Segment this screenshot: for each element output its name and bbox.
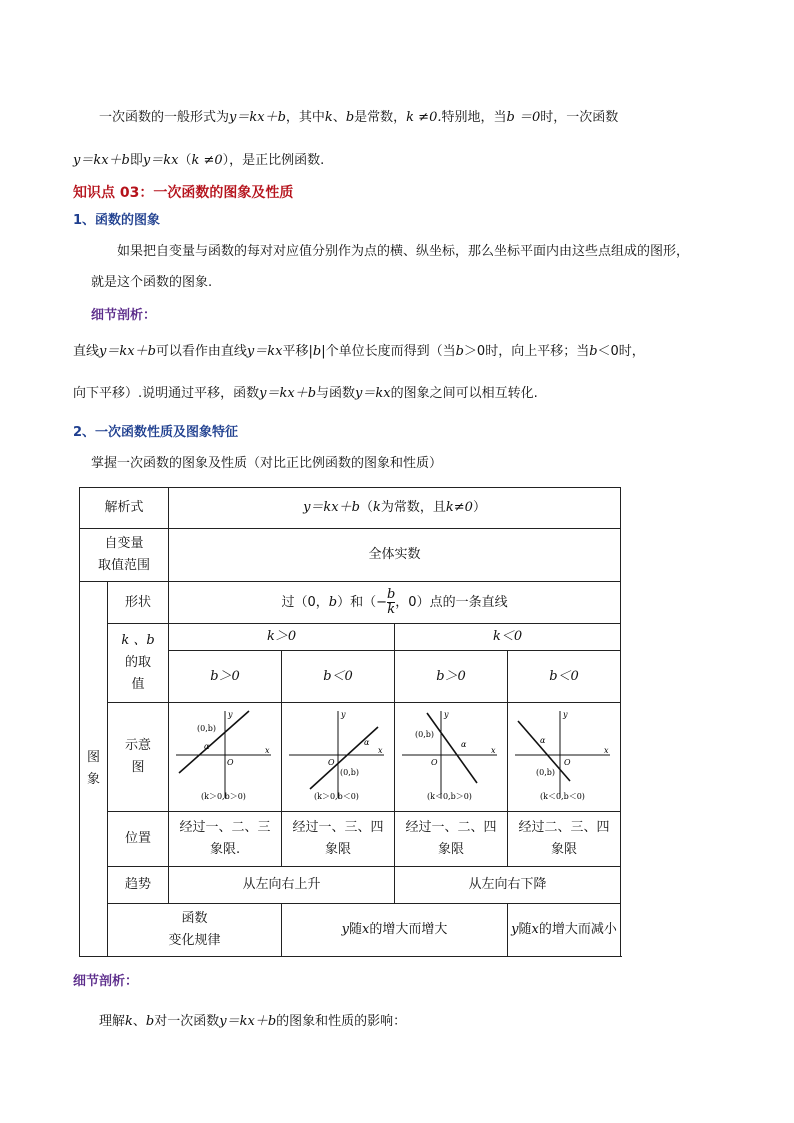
table-row bbox=[80, 703, 621, 812]
position-line: 象限. bbox=[209, 842, 241, 857]
case-label: (k＞0,b＞0) bbox=[201, 792, 246, 801]
intro-text: 是常数， bbox=[354, 110, 407, 125]
shape-text: ）和（− bbox=[337, 595, 387, 610]
position-line: 经过一、三、四 bbox=[292, 820, 384, 835]
detail-text: 可以看作由直线 bbox=[155, 344, 247, 359]
k-negative: k＜0 bbox=[395, 624, 621, 651]
formula: k ≠0. bbox=[406, 110, 442, 125]
detail-heading-2: 细节剖析： bbox=[73, 974, 139, 989]
intro-text: 一次函数的一般形式为 bbox=[99, 110, 230, 125]
table-row bbox=[80, 529, 621, 582]
axis-y-label: y bbox=[341, 710, 346, 719]
image-label-char: 图 bbox=[86, 750, 100, 765]
formula: y＝kx bbox=[355, 386, 391, 401]
intro-text: 即 bbox=[129, 153, 143, 168]
note-text: ） bbox=[472, 500, 486, 515]
b-case: b＜0 bbox=[508, 651, 621, 703]
angle-alpha: α bbox=[540, 736, 546, 745]
diagram-k-pos-b-pos bbox=[171, 703, 279, 803]
symbol-k: k bbox=[324, 110, 333, 125]
position-label: 位置 bbox=[108, 812, 169, 867]
detail-text: 与函数 bbox=[316, 386, 356, 401]
expression-value bbox=[169, 488, 621, 529]
intro-text: 时，一次函数 bbox=[540, 110, 619, 125]
graph-line bbox=[310, 727, 378, 789]
case-label: (k＜0,b＞0) bbox=[427, 792, 472, 801]
origin-label: O bbox=[564, 758, 571, 767]
formula: b ＝0 bbox=[506, 110, 541, 125]
detail-text: 直线 bbox=[73, 344, 100, 359]
intro-text: （ bbox=[178, 153, 192, 168]
symbol-k: k bbox=[125, 1014, 133, 1029]
point-label: (0,b) bbox=[340, 768, 360, 777]
point-label: (0,b) bbox=[536, 768, 556, 777]
rule-label-line: 变化规律 bbox=[168, 933, 221, 948]
diagram-k-pos-b-neg bbox=[284, 703, 392, 803]
formula: y＝kx＋b bbox=[99, 344, 156, 359]
shape-text: ，0）点的一条直线 bbox=[395, 595, 508, 610]
detail-text: ＞0时，向上平移；当 bbox=[463, 344, 590, 359]
rule-text: 的增大而增大 bbox=[369, 922, 448, 937]
origin-label: O bbox=[431, 758, 438, 767]
section1-para-2: 就是这个函数的图象. bbox=[91, 275, 213, 290]
rule-increase bbox=[282, 904, 508, 957]
rule-text: 随 bbox=[518, 922, 532, 937]
origin-label: O bbox=[227, 758, 234, 767]
symbol-x: x bbox=[531, 922, 539, 937]
angle-alpha: α bbox=[461, 740, 467, 749]
note-text: （ bbox=[359, 500, 373, 515]
section1-para-1: 如果把自变量与函数的每对对应值分别作为点的横、纵坐标，那么坐标平面内由这些点组成的图形， bbox=[117, 244, 690, 259]
formula: k ≠0 bbox=[191, 153, 223, 168]
diagram-cell bbox=[169, 703, 282, 812]
position-line: 象限 bbox=[438, 842, 465, 857]
detail-heading: 细节剖析： bbox=[91, 308, 157, 323]
formula: y＝kx bbox=[142, 153, 179, 168]
position-line: 经过一、二、三 bbox=[179, 820, 271, 835]
position-cell bbox=[169, 812, 282, 867]
intro-line-1 bbox=[99, 106, 618, 125]
symbol-b: b bbox=[589, 344, 598, 359]
intro-text: 、 bbox=[332, 110, 346, 125]
fraction-numerator: b bbox=[386, 587, 396, 602]
fraction-denominator: k bbox=[387, 602, 396, 617]
table-row bbox=[80, 904, 621, 957]
symbol-x: x bbox=[362, 922, 370, 937]
symbol-y: y bbox=[511, 922, 519, 937]
intro-text: 特别地，当 bbox=[441, 110, 507, 125]
formula: k≠0 bbox=[445, 500, 473, 515]
b-case: b＜0 bbox=[282, 651, 395, 703]
formula: y＝kx bbox=[246, 344, 283, 359]
b-case: b＞0 bbox=[169, 651, 282, 703]
axis-x-label: x bbox=[604, 746, 609, 755]
b-case: b＞0 bbox=[395, 651, 508, 703]
symbol-b: b bbox=[328, 595, 338, 610]
diagram-label bbox=[108, 703, 169, 812]
kb-label-line: 的取 bbox=[125, 655, 152, 670]
rule-text: 的增大而减小 bbox=[538, 922, 617, 937]
rule-label-line: 函数 bbox=[181, 911, 208, 926]
trend-down: 从左向右下降 bbox=[395, 867, 621, 904]
domain-label bbox=[80, 529, 169, 582]
section2-intro: 掌握一次函数的图象及性质（对比正比例函数的图象和性质） bbox=[91, 456, 443, 471]
diagram-label-line: 图 bbox=[131, 760, 145, 775]
case-label: (k＜0,b＜0) bbox=[540, 792, 585, 801]
table-row bbox=[80, 488, 621, 529]
position-cell bbox=[282, 812, 395, 867]
table-row bbox=[80, 867, 621, 904]
axis-x-label: x bbox=[378, 746, 383, 755]
shape-label: 形状 bbox=[108, 582, 169, 624]
section1-title: 1、函数的图象 bbox=[73, 213, 161, 228]
domain-value: 全体实数 bbox=[169, 529, 621, 582]
formula: y＝kx＋b bbox=[229, 110, 286, 125]
point-label: (0,b) bbox=[415, 730, 435, 739]
section1-detail-line-1 bbox=[73, 340, 645, 359]
rule-decrease bbox=[508, 904, 621, 957]
rule-text: 随 bbox=[349, 922, 363, 937]
note-text: 为常数，且 bbox=[380, 500, 446, 515]
diagram-cell bbox=[395, 703, 508, 812]
detail-text: 、 bbox=[132, 1014, 146, 1029]
position-cell bbox=[508, 812, 621, 867]
axis-x-label: x bbox=[491, 746, 496, 755]
rule-label bbox=[108, 904, 282, 957]
diagram-label-line: 示意 bbox=[125, 738, 152, 753]
kb-label-line: 值 bbox=[131, 677, 145, 692]
detail-text: 的图象和性质的影响： bbox=[276, 1014, 407, 1029]
position-cell bbox=[395, 812, 508, 867]
symbol-b: b bbox=[312, 344, 322, 359]
diagram-k-neg-b-pos bbox=[397, 703, 505, 803]
intro-text: ），是正比例函数. bbox=[222, 153, 325, 168]
detail-text: 理解 bbox=[99, 1014, 126, 1029]
intro-text: ，其中 bbox=[285, 110, 325, 125]
image-label bbox=[80, 582, 108, 957]
detail-text: ＜0时， bbox=[597, 344, 645, 359]
table-row bbox=[80, 624, 621, 651]
position-line: 经过二、三、四 bbox=[518, 820, 610, 835]
section3-line bbox=[99, 1010, 406, 1029]
k-positive: k＞0 bbox=[169, 624, 395, 651]
table-row bbox=[80, 582, 621, 624]
detail-text: 平移| bbox=[282, 344, 313, 359]
section2-title: 2、一次函数性质及图象特征 bbox=[73, 425, 239, 440]
trend-label: 趋势 bbox=[108, 867, 169, 904]
graph-line bbox=[427, 713, 477, 783]
symbol-b: b bbox=[455, 344, 464, 359]
symbol-y: y bbox=[341, 922, 349, 937]
kb-label-line: k 、b bbox=[121, 633, 155, 648]
diagram-cell bbox=[282, 703, 395, 812]
properties-table bbox=[79, 487, 621, 957]
position-line: 象限 bbox=[325, 842, 352, 857]
image-label-char: 象 bbox=[86, 772, 100, 787]
formula: y＝kx＋b bbox=[259, 386, 317, 401]
axis-y-label: y bbox=[228, 710, 233, 719]
section1-detail-line-2 bbox=[73, 382, 538, 401]
formula: y＝kx＋b bbox=[303, 500, 360, 515]
axis-y-label: y bbox=[563, 710, 568, 719]
formula: y＝kx＋b bbox=[219, 1014, 277, 1029]
formula: y＝kx＋b bbox=[73, 153, 130, 168]
domain-label-line: 自变量 bbox=[104, 536, 144, 551]
expression-label: 解析式 bbox=[80, 488, 169, 529]
intro-line-2 bbox=[73, 149, 324, 168]
case-label: (k＞0,b＜0) bbox=[314, 792, 359, 801]
symbol-b: b bbox=[145, 1014, 155, 1029]
origin-label: O bbox=[328, 758, 335, 767]
symbol-k: k bbox=[372, 500, 381, 515]
angle-alpha: α bbox=[364, 738, 370, 747]
detail-text: 对一次函数 bbox=[154, 1014, 220, 1029]
diagram-k-neg-b-neg bbox=[510, 703, 618, 803]
shape-text: 过（0， bbox=[281, 595, 329, 610]
axis-y-label: y bbox=[444, 710, 449, 719]
position-line: 经过一、二、四 bbox=[405, 820, 497, 835]
detail-text: 的图象之间可以相互转化. bbox=[390, 386, 538, 401]
graph-line bbox=[179, 711, 249, 773]
axis-x-label: x bbox=[265, 746, 270, 755]
section-heading: 知识点 03：一次函数的图象及性质 bbox=[73, 185, 294, 201]
domain-label-line: 取值范围 bbox=[98, 558, 151, 573]
table-row bbox=[80, 812, 621, 867]
kb-label bbox=[108, 624, 169, 703]
trend-up: 从左向右上升 bbox=[169, 867, 395, 904]
detail-text: |个单位长度而得到（当 bbox=[321, 344, 456, 359]
detail-text: 向下平移）.说明通过平移，函数 bbox=[73, 386, 260, 401]
symbol-b: b bbox=[345, 110, 355, 125]
shape-value bbox=[169, 582, 621, 624]
diagram-cell bbox=[508, 703, 621, 812]
position-line: 象限 bbox=[551, 842, 578, 857]
angle-alpha: α bbox=[204, 742, 210, 751]
point-label: (0,b) bbox=[197, 724, 217, 733]
